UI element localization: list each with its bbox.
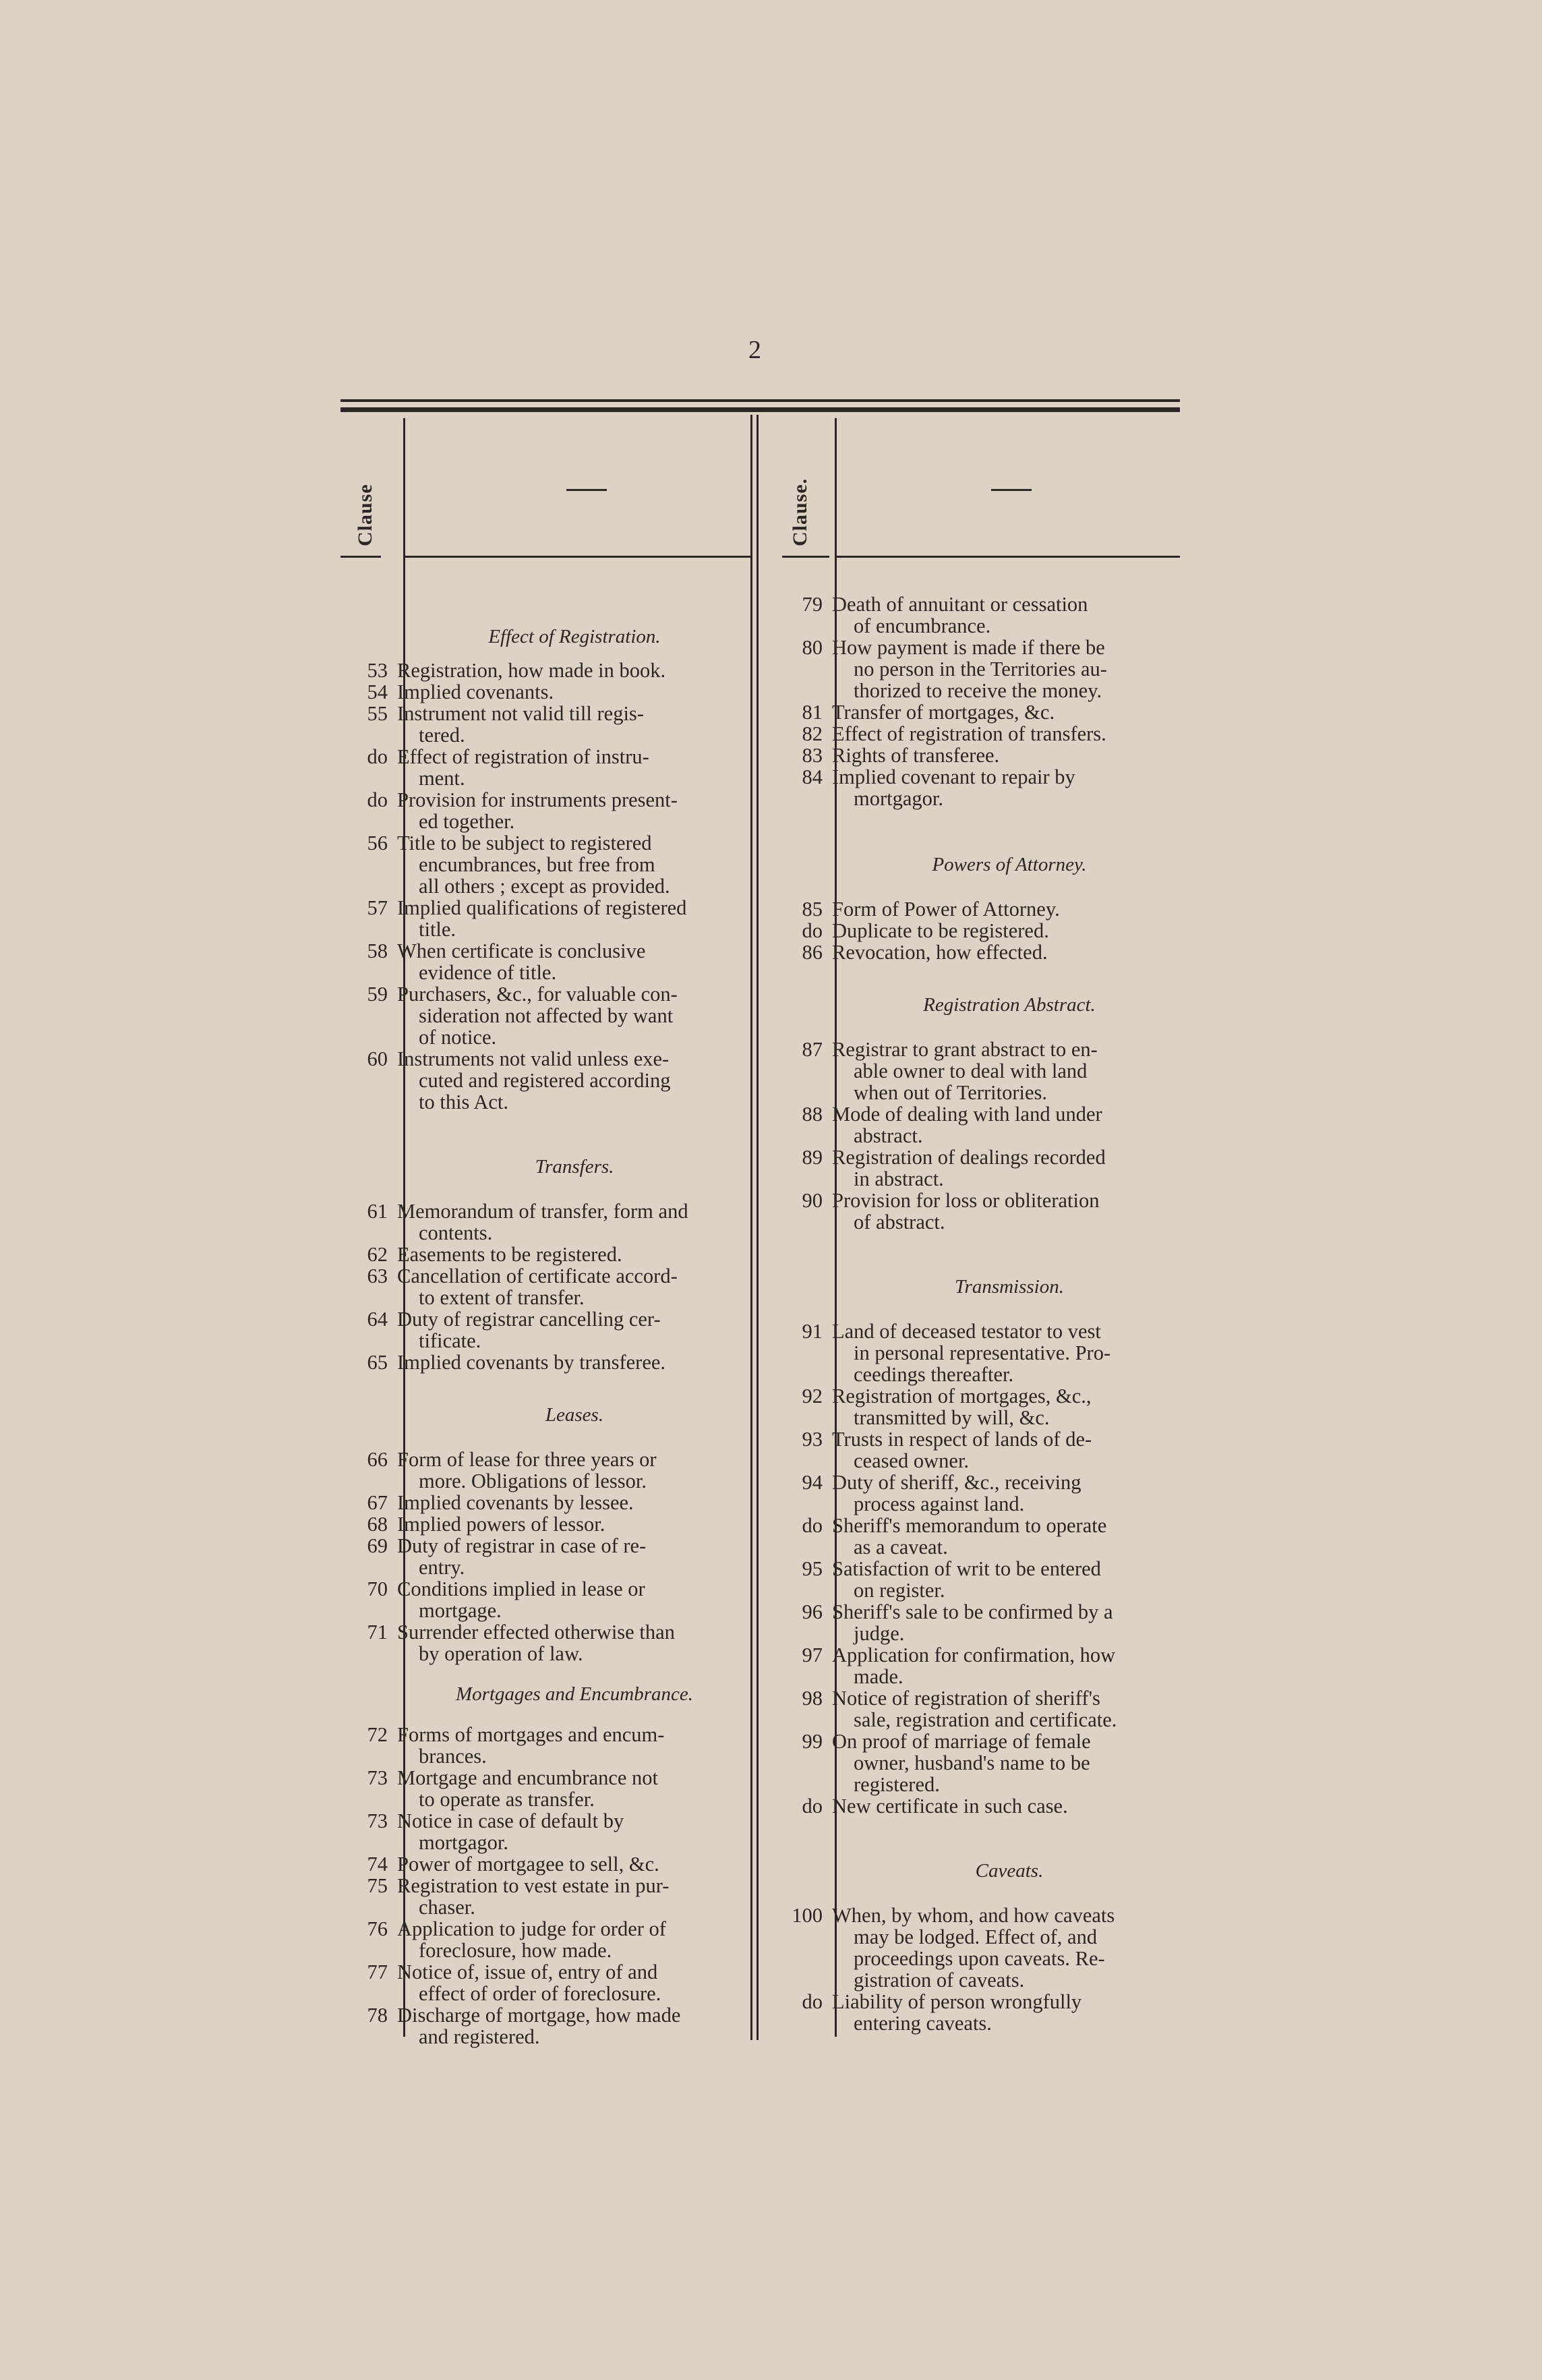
- description-line: mortgagor.: [419, 1831, 508, 1854]
- header-underline-left: [340, 556, 381, 558]
- clause-entry: [775, 1991, 1187, 2034]
- clause-number: do: [802, 1990, 823, 2013]
- description-line: Implied covenants by transferee.: [397, 1351, 666, 1374]
- description-line: ed together.: [419, 810, 515, 833]
- description-line: Satisfaction of writ to be entered: [832, 1557, 1101, 1580]
- clause-description: [832, 1644, 1187, 1687]
- description-line: effect of order of foreclosure.: [419, 1982, 661, 2005]
- description-line: Duplicate to be registered.: [832, 919, 1049, 942]
- clause-entry: [340, 1352, 752, 1373]
- clause-number: 62: [367, 1243, 388, 1266]
- description-line: abstract.: [854, 1124, 923, 1147]
- clause-number: 66: [367, 1448, 388, 1471]
- clause-number: 65: [367, 1351, 388, 1374]
- description-line: made.: [854, 1665, 903, 1688]
- clause-entry: [340, 1449, 752, 1492]
- description-line: Mortgage and encumbrance not: [397, 1766, 659, 1789]
- top-rule-thin: [340, 399, 1180, 402]
- clause-number: 83: [802, 744, 823, 767]
- clause-description: [397, 746, 752, 789]
- description-line: gistration of caveats.: [854, 1969, 1025, 1992]
- clause-entry: [775, 1795, 1187, 1817]
- clause-entry: [340, 1513, 752, 1535]
- clause-number: 90: [802, 1189, 823, 1212]
- clause-number: 98: [802, 1687, 823, 1710]
- clause-entry: [340, 1265, 752, 1308]
- clause-description: [832, 1991, 1187, 2034]
- description-line: Registration of dealings recorded: [832, 1146, 1106, 1169]
- description-line: Easements to be registered.: [397, 1243, 622, 1266]
- description-line: encumbrances, but free from: [419, 853, 655, 876]
- description-line: Form of Power of Attorney.: [832, 898, 1060, 921]
- clause-number: 64: [367, 1308, 388, 1331]
- description-line: ceased owner.: [854, 1449, 970, 1472]
- description-line: cuted and registered according: [419, 1069, 671, 1092]
- clause-number: 76: [367, 1917, 388, 1940]
- description-line: Memorandum of transfer, form and: [397, 1200, 688, 1223]
- description-line: contents.: [419, 1221, 493, 1244]
- description-line: of abstract.: [854, 1211, 945, 1233]
- clause-header-right: Clause.: [789, 477, 811, 546]
- clause-entry: [340, 746, 752, 789]
- clause-description: [832, 637, 1187, 701]
- clause-number: 77: [367, 1961, 388, 1983]
- description-line: Registration to vest estate in pur-: [397, 1874, 670, 1897]
- description-line: ceedings thereafter.: [854, 1363, 1014, 1386]
- description-line: chaser.: [419, 1896, 475, 1919]
- header-underline-right: [836, 556, 1180, 558]
- description-line: evidence of title.: [419, 961, 557, 984]
- clause-entry: [775, 1731, 1187, 1795]
- description-line: Application to judge for order of: [397, 1917, 666, 1940]
- clause-number: 88: [802, 1103, 823, 1126]
- description-line: tificate.: [419, 1329, 481, 1352]
- clause-number: 61: [367, 1200, 388, 1223]
- description-line: Application for confirmation, how: [832, 1644, 1116, 1666]
- clause-description: [832, 920, 1187, 941]
- clause-number: 53: [367, 659, 388, 682]
- description-line: mortgage.: [419, 1599, 502, 1622]
- section-heading: Powers of Attorney.: [932, 854, 1087, 875]
- description-line: mortgagor.: [854, 787, 943, 810]
- description-line: of encumbrance.: [854, 614, 991, 637]
- description-line: Duty of sheriff, &c., receiving: [832, 1471, 1081, 1494]
- description-line: Implied covenant to repair by: [832, 765, 1075, 788]
- description-line: thorized to receive the money.: [854, 679, 1102, 702]
- clause-entry: [775, 1428, 1187, 1472]
- clause-description: [397, 1308, 752, 1352]
- description-line: Purchasers, &c., for valuable con-: [397, 983, 678, 1006]
- clause-description: [397, 703, 752, 746]
- clause-number: 94: [802, 1471, 823, 1494]
- clause-number: 81: [802, 701, 823, 724]
- top-rule-thick: [340, 407, 1180, 412]
- clause-number: 54: [367, 680, 388, 703]
- clause-number: 67: [367, 1491, 388, 1514]
- clause-number: 68: [367, 1513, 388, 1536]
- clause-number: 69: [367, 1534, 388, 1557]
- clause-entry: [775, 1644, 1187, 1687]
- clause-number: 84: [802, 765, 823, 788]
- description-line: Conditions implied in lease or: [397, 1577, 645, 1600]
- clause-entry: [340, 897, 752, 940]
- description-line: registered.: [854, 1773, 940, 1796]
- description-line: Effect of registration of transfers.: [832, 722, 1106, 745]
- description-line: more. Obligations of lessor.: [419, 1470, 647, 1492]
- clause-number: 100: [792, 1904, 823, 1927]
- clause-entry: [775, 920, 1187, 941]
- clause-entry: [340, 1200, 752, 1244]
- clause-entry: [340, 1810, 752, 1853]
- description-line: Forms of mortgages and encum-: [397, 1723, 665, 1746]
- clause-description: [832, 701, 1187, 723]
- clause-entry: [775, 1687, 1187, 1731]
- clause-description: [397, 832, 752, 897]
- clause-description: [397, 897, 752, 940]
- clause-entry: [775, 1601, 1187, 1644]
- clause-entry: [340, 1621, 752, 1664]
- description-line: on register.: [854, 1579, 945, 1602]
- clause-entry: [340, 940, 752, 983]
- description-line: able owner to deal with land: [854, 1060, 1088, 1082]
- description-line: Cancellation of certificate accord-: [397, 1265, 678, 1287]
- clause-entry: [340, 1048, 752, 1113]
- description-line: Mode of dealing with land under: [832, 1103, 1102, 1126]
- clause-description: [832, 1103, 1187, 1147]
- clause-number: 79: [802, 593, 823, 616]
- description-line: How payment is made if there be: [832, 636, 1105, 659]
- clause-description: [397, 1578, 752, 1621]
- clause-description: [832, 1558, 1187, 1601]
- clause-description: [397, 940, 752, 983]
- clause-description: [397, 1200, 752, 1244]
- description-line: and registered.: [419, 2025, 540, 2048]
- clause-description: [832, 1190, 1187, 1233]
- clause-description: [397, 1492, 752, 1513]
- clause-description: [397, 1048, 752, 1113]
- description-line: Discharge of mortgage, how made: [397, 2004, 681, 2027]
- description-line: Implied covenants by lessee.: [397, 1491, 634, 1514]
- description-line: Duty of registrar in case of re-: [397, 1534, 647, 1557]
- description-line: Registrar to grant abstract to en-: [832, 1038, 1098, 1061]
- description-line: ment.: [419, 767, 465, 790]
- clause-number: 96: [802, 1600, 823, 1623]
- clause-number: 58: [367, 939, 388, 962]
- description-line: Transfer of mortgages, &c.: [832, 701, 1055, 724]
- description-line: Notice of, issue of, entry of and: [397, 1961, 658, 1983]
- clause-number: do: [367, 788, 388, 811]
- description-line: Instruments not valid unless exe-: [397, 1047, 670, 1070]
- clause-description: [397, 1265, 752, 1308]
- description-line: entering caveats.: [854, 2012, 992, 2035]
- clause-number: 85: [802, 898, 823, 921]
- clause-description: [832, 745, 1187, 766]
- clause-description: [832, 1601, 1187, 1644]
- clause-number: do: [802, 919, 823, 942]
- clause-entry: [340, 1308, 752, 1352]
- clause-number: do: [367, 745, 388, 768]
- description-line: sale, registration and certificate.: [854, 1708, 1117, 1731]
- description-line: Implied covenants.: [397, 680, 554, 703]
- clause-description: [397, 2004, 752, 2048]
- description-line: Title to be subject to registered: [397, 832, 652, 854]
- description-line: all others ; except as provided.: [419, 875, 670, 898]
- description-line: Liability of person wrongfully: [832, 1990, 1082, 2013]
- clause-description: [397, 983, 752, 1048]
- section-heading: Transfers.: [535, 1156, 614, 1178]
- description-line: Notice of registration of sheriff's: [832, 1687, 1100, 1710]
- clause-entry: [340, 1961, 752, 2004]
- description-line: in personal representative. Pro-: [854, 1341, 1111, 1364]
- description-line: Death of annuitant or cessation: [832, 593, 1088, 616]
- description-line: Revocation, how effected.: [832, 941, 1048, 964]
- description-line: Registration of mortgages, &c.,: [832, 1385, 1092, 1407]
- clause-entry: [340, 2004, 752, 2048]
- description-line: Sheriff's memorandum to operate: [832, 1514, 1107, 1537]
- description-line: may be lodged. Effect of, and: [854, 1925, 1098, 1948]
- clause-number: 73: [367, 1809, 388, 1832]
- clause-entry: [340, 832, 752, 897]
- clause-entry: [775, 766, 1187, 809]
- clause-description: [397, 789, 752, 832]
- description-line: to this Act.: [419, 1091, 509, 1113]
- clause-entry: [775, 1472, 1187, 1515]
- clause-entry: [340, 1767, 752, 1810]
- clause-description: [397, 1352, 752, 1373]
- clause-number: 63: [367, 1265, 388, 1287]
- clause-number: do: [802, 1795, 823, 1818]
- clause-entry: [775, 1039, 1187, 1103]
- clause-entry: [775, 1515, 1187, 1558]
- description-line: process against land.: [854, 1492, 1025, 1515]
- description-line: proceedings upon caveats. Re-: [854, 1947, 1105, 1970]
- clause-description: [397, 1918, 752, 1961]
- section-heading: Registration Abstract.: [923, 994, 1096, 1016]
- clause-description: [397, 1449, 752, 1492]
- description-line: On proof of marriage of female: [832, 1730, 1091, 1753]
- clause-entry: [340, 660, 752, 681]
- section-heading: Transmission.: [955, 1276, 1064, 1298]
- description-line: transmitted by will, &c.: [854, 1406, 1050, 1429]
- description-line: brances.: [419, 1745, 487, 1768]
- description-line: title.: [419, 918, 456, 941]
- description-line: Instrument not valid till regis-: [397, 702, 644, 725]
- clause-description: [397, 1875, 752, 1918]
- clause-number: 75: [367, 1874, 388, 1897]
- description-line: When, by whom, and how caveats: [832, 1904, 1115, 1927]
- header-dash-right: [991, 489, 1032, 491]
- clause-number: 80: [802, 636, 823, 659]
- clause-entry: [775, 1558, 1187, 1601]
- clause-number: 87: [802, 1038, 823, 1061]
- description-line: Power of mortgagee to sell, &c.: [397, 1853, 659, 1876]
- clause-entry: [340, 1918, 752, 1961]
- clause-number: 97: [802, 1644, 823, 1666]
- clause-description: [832, 1147, 1187, 1190]
- description-line: owner, husband's name to be: [854, 1751, 1090, 1774]
- clause-description: [832, 941, 1187, 963]
- section-heading: Effect of Registration.: [488, 626, 661, 647]
- clause-number: 72: [367, 1723, 388, 1746]
- description-line: entry.: [419, 1556, 465, 1579]
- clause-entry: [775, 745, 1187, 766]
- description-line: Implied powers of lessor.: [397, 1513, 605, 1536]
- clause-entry: [340, 703, 752, 746]
- header-underline-mid: [405, 556, 752, 558]
- description-line: Provision for loss or obliteration: [832, 1189, 1100, 1212]
- clause-entry: [775, 637, 1187, 701]
- clause-number: 86: [802, 941, 823, 964]
- description-line: Effect of registration of instru-: [397, 745, 649, 768]
- clause-description: [832, 766, 1187, 809]
- clause-description: [397, 1621, 752, 1664]
- column-rule-center-b: [757, 415, 759, 2040]
- clause-entry: [340, 983, 752, 1048]
- clause-number: 59: [367, 983, 388, 1006]
- clause-entry: [340, 789, 752, 832]
- description-line: to extent of transfer.: [419, 1286, 585, 1309]
- header-dash-left: [566, 489, 607, 491]
- clause-description: [397, 1767, 752, 1810]
- clause-description: [832, 593, 1187, 637]
- clause-entry: [775, 593, 1187, 637]
- clause-description: [397, 660, 752, 681]
- clause-number: 71: [367, 1621, 388, 1644]
- section-heading: Mortgages and Encumbrance.: [456, 1683, 693, 1705]
- description-line: Sheriff's sale to be confirmed by a: [832, 1600, 1113, 1623]
- clause-number: 99: [802, 1730, 823, 1753]
- clause-description: [832, 1385, 1187, 1428]
- clause-entry: [775, 723, 1187, 745]
- clause-header-left: Clause: [354, 484, 376, 546]
- clause-entry: [340, 681, 752, 703]
- description-line: Land of deceased testator to vest: [832, 1320, 1101, 1343]
- description-line: Duty of registrar cancelling cer-: [397, 1308, 661, 1331]
- description-line: Implied qualifications of registered: [397, 896, 687, 919]
- clause-number: 73: [367, 1766, 388, 1789]
- left-column: [340, 593, 752, 2048]
- clause-entry: [775, 1147, 1187, 1190]
- description-line: as a caveat.: [854, 1536, 948, 1559]
- description-line: sideration not affected by want: [419, 1004, 674, 1027]
- description-line: foreclosure, how made.: [419, 1939, 612, 1962]
- page-number: 2: [748, 336, 761, 364]
- header-underline-right-num: [782, 556, 829, 558]
- clause-description: [832, 1731, 1187, 1795]
- clause-number: 82: [802, 722, 823, 745]
- description-line: in abstract.: [854, 1167, 944, 1190]
- clause-description: [832, 1472, 1187, 1515]
- clause-description: [397, 1853, 752, 1875]
- section-heading: Caveats.: [975, 1860, 1044, 1882]
- description-line: Surrender effected otherwise than: [397, 1621, 675, 1644]
- clause-number: 92: [802, 1385, 823, 1407]
- clause-number: 70: [367, 1577, 388, 1600]
- description-line: New certificate in such case.: [832, 1795, 1068, 1818]
- description-line: Registration, how made in book.: [397, 659, 666, 682]
- right-column: [775, 593, 1187, 2034]
- clause-entry: [775, 898, 1187, 920]
- description-line: no person in the Territories au-: [854, 658, 1107, 680]
- description-line: to operate as transfer.: [419, 1788, 595, 1811]
- description-line: of notice.: [419, 1026, 497, 1049]
- clause-entry: [340, 1853, 752, 1875]
- clause-entry: [775, 701, 1187, 723]
- description-line: Notice in case of default by: [397, 1809, 624, 1832]
- clause-description: [832, 1320, 1187, 1385]
- clause-entry: [340, 1875, 752, 1918]
- description-line: by operation of law.: [419, 1642, 583, 1665]
- description-line: When certificate is conclusive: [397, 939, 646, 962]
- description-line: Trusts in respect of lands of de-: [832, 1428, 1092, 1451]
- clause-entry: [775, 1190, 1187, 1233]
- clause-number: 60: [367, 1047, 388, 1070]
- clause-entry: [775, 1103, 1187, 1147]
- clause-description: [832, 1687, 1187, 1731]
- clause-number: 93: [802, 1428, 823, 1451]
- clause-number: 78: [367, 2004, 388, 2027]
- clause-entry: [775, 1320, 1187, 1385]
- clause-description: [832, 898, 1187, 920]
- description-line: judge.: [854, 1622, 905, 1645]
- clause-description: [397, 1535, 752, 1578]
- clause-number: 95: [802, 1557, 823, 1580]
- clause-description: [832, 1795, 1187, 1817]
- clause-entry: [340, 1724, 752, 1767]
- clause-description: [832, 1905, 1187, 1991]
- clause-description: [397, 1810, 752, 1853]
- description-line: tered.: [419, 724, 465, 747]
- clause-entry: [340, 1244, 752, 1265]
- clause-description: [832, 1428, 1187, 1472]
- clause-description: [397, 1244, 752, 1265]
- clause-description: [397, 681, 752, 703]
- clause-entry: [775, 941, 1187, 963]
- section-heading: Leases.: [545, 1404, 604, 1426]
- description-line: Rights of transferee.: [832, 744, 1000, 767]
- clause-description: [832, 723, 1187, 745]
- clause-entry: [340, 1492, 752, 1513]
- clause-entry: [340, 1535, 752, 1578]
- description-line: Form of lease for three years or: [397, 1448, 657, 1471]
- clause-description: [832, 1515, 1187, 1558]
- clause-description: [397, 1961, 752, 2004]
- clause-entry: [775, 1905, 1187, 1991]
- clause-entry: [775, 1385, 1187, 1428]
- clause-number: do: [802, 1514, 823, 1537]
- clause-number: 89: [802, 1146, 823, 1169]
- clause-description: [832, 1039, 1187, 1103]
- clause-description: [397, 1724, 752, 1767]
- description-line: when out of Territories.: [854, 1081, 1047, 1104]
- clause-number: 57: [367, 896, 388, 919]
- description-line: Provision for instruments present-: [397, 788, 678, 811]
- clause-number: 56: [367, 832, 388, 854]
- clause-entry: [340, 1578, 752, 1621]
- clause-number: 91: [802, 1320, 823, 1343]
- clause-number: 55: [367, 702, 388, 725]
- clause-number: 74: [367, 1853, 388, 1876]
- clause-description: [397, 1513, 752, 1535]
